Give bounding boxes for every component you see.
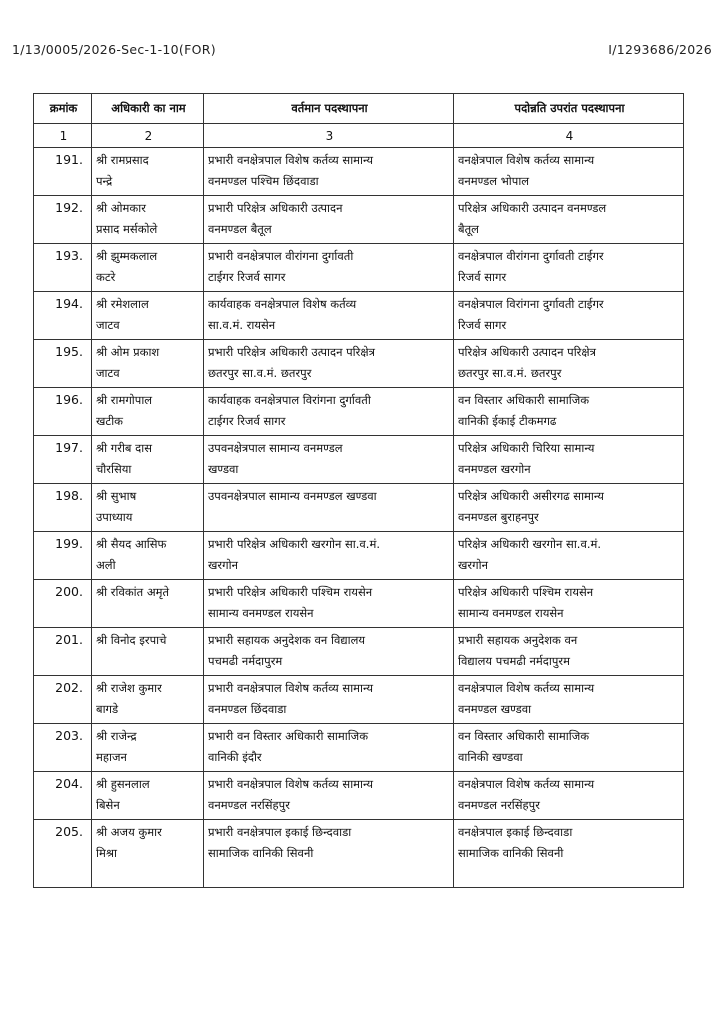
serial-number: 202.	[34, 676, 92, 724]
promoted-posting-cell	[454, 580, 684, 628]
current-posting-line: प्रभारी परिक्षेत्र अधिकारी पश्चिम रायसेन	[208, 585, 373, 599]
promoted-posting-cell	[454, 388, 684, 436]
current-posting-line: वानिकी इंदौर	[208, 750, 262, 764]
current-posting-line: वनमण्डल पश्चिम छिंदवाडा	[208, 174, 319, 188]
current-posting-line: वनमण्डल बैतूल	[208, 222, 272, 236]
serial-number: 191.	[34, 148, 92, 196]
receipt-number: I/1293686/2026	[608, 42, 712, 57]
current-posting-cell	[204, 676, 454, 724]
promoted-posting-line: सामान्य वनमण्डल रायसेन	[458, 606, 564, 620]
serial-number: 194.	[34, 292, 92, 340]
current-posting-line: प्रभारी वन विस्तार अधिकारी सामाजिक	[208, 729, 369, 743]
current-posting-cell	[204, 340, 454, 388]
serial-number: 201.	[34, 628, 92, 676]
officer-name-line: बागडे	[96, 702, 119, 716]
promoted-posting-line: परिक्षेत्र अधिकारी चिरिया सामान्य	[458, 441, 595, 455]
transfer-table	[33, 93, 684, 888]
promoted-posting-line: विद्यालय पचमढी नर्मदापुरम	[458, 654, 570, 668]
current-posting-line: वनमण्डल छिंदवाडा	[208, 702, 287, 716]
serial-number: 197.	[34, 436, 92, 484]
promoted-posting-cell	[454, 724, 684, 772]
officer-name-cell	[92, 340, 204, 388]
officer-name-cell	[92, 676, 204, 724]
table-row	[34, 580, 684, 628]
serial-number: 195.	[34, 340, 92, 388]
current-posting-cell	[204, 148, 454, 196]
table-row	[34, 388, 684, 436]
officer-name-cell	[92, 436, 204, 484]
current-posting-line: प्रभारी वनक्षेत्रपाल विशेष कर्तव्य सामान्य	[208, 681, 374, 695]
col-header-officer-name: अधिकारी का नाम	[92, 94, 204, 124]
promoted-posting-line: सामाजिक वानिकी सिवनी	[458, 846, 564, 860]
serial-number: 196.	[34, 388, 92, 436]
table-body	[34, 148, 684, 888]
officer-name-cell	[92, 484, 204, 532]
current-posting-cell	[204, 244, 454, 292]
promoted-posting-cell	[454, 820, 684, 888]
current-posting-line: प्रभारी परिक्षेत्र अधिकारी खरगोन सा.व.मं.	[208, 537, 380, 551]
promoted-posting-line: परिक्षेत्र अधिकारी पश्चिम रायसेन	[458, 585, 594, 599]
promoted-posting-line: परिक्षेत्र अधिकारी उत्पादन वनमण्डल	[458, 201, 607, 215]
officer-name-line: श्री विनोद इरपाचे	[96, 633, 167, 647]
current-posting-cell	[204, 532, 454, 580]
officer-name-line: श्री सुभाष	[96, 489, 137, 503]
officer-name-line: प्रसाद मर्सकोले	[96, 222, 158, 236]
promoted-posting-cell	[454, 340, 684, 388]
current-posting-line: खरगोन	[208, 558, 238, 572]
officer-name-line: कटरे	[96, 270, 116, 284]
promoted-posting-line: वनमण्डल बुराहनपुर	[458, 510, 539, 524]
current-posting-line: प्रभारी वनक्षेत्रपाल विशेष कर्तव्य सामान्य	[208, 777, 374, 791]
current-posting-line: सामान्य वनमण्डल रायसेन	[208, 606, 314, 620]
officer-name-cell	[92, 196, 204, 244]
table-row	[34, 196, 684, 244]
col-header-current-posting: वर्तमान पदस्थापना	[204, 94, 454, 124]
promoted-posting-line: परिक्षेत्र अधिकारी उत्पादन परिक्षेत्र	[458, 345, 596, 359]
current-posting-cell	[204, 820, 454, 888]
officer-name-line: जाटव	[96, 366, 120, 380]
officer-name-cell	[92, 724, 204, 772]
table-row	[34, 628, 684, 676]
current-posting-line: उपवनक्षेत्रपाल सामान्य वनमण्डल	[208, 441, 343, 455]
current-posting-line: पचमढी नर्मदापुरम	[208, 654, 283, 668]
officer-name-line: उपाध्याय	[96, 510, 133, 524]
promoted-posting-cell	[454, 676, 684, 724]
officer-name-line: श्री राजेश कुमार	[96, 681, 162, 695]
table-row	[34, 436, 684, 484]
officer-name-cell	[92, 292, 204, 340]
promoted-posting-cell	[454, 196, 684, 244]
current-posting-line: कार्यवाहक वनक्षेत्रपाल विशेष कर्तव्य	[208, 297, 357, 311]
current-posting-cell	[204, 436, 454, 484]
current-posting-line: टाईगर रिजर्व सागर	[208, 414, 286, 428]
promoted-posting-line: वनक्षेत्रपाल वीरांगना दुर्गावती टाईगर	[458, 249, 604, 263]
promoted-posting-line: वन विस्तार अधिकारी सामाजिक	[458, 729, 590, 743]
officer-name-line: श्री सैयद आसिफ	[96, 537, 167, 551]
table-row	[34, 244, 684, 292]
table-row	[34, 820, 684, 888]
promoted-posting-line: रिजर्व सागर	[458, 270, 507, 284]
current-posting-cell	[204, 196, 454, 244]
officer-name-line: अली	[96, 558, 116, 572]
promoted-posting-line: वनमण्डल खण्डवा	[458, 702, 532, 716]
current-posting-line: प्रभारी परिक्षेत्र अधिकारी उत्पादन	[208, 201, 343, 215]
promoted-posting-line: वनमण्डल खरगोन	[458, 462, 531, 476]
officer-name-cell	[92, 820, 204, 888]
officer-name-cell	[92, 244, 204, 292]
officer-name-line: श्री रमेशलाल	[96, 297, 149, 311]
promoted-posting-line: वन विस्तार अधिकारी सामाजिक	[458, 393, 590, 407]
serial-number: 204.	[34, 772, 92, 820]
current-posting-cell	[204, 772, 454, 820]
promoted-posting-cell	[454, 436, 684, 484]
promoted-posting-line: वनक्षेत्रपाल विशेष कर्तव्य सामान्य	[458, 153, 595, 167]
current-posting-cell	[204, 292, 454, 340]
officer-name-line: श्री अजय कुमार	[96, 825, 162, 839]
promoted-posting-line: वनमण्डल नरसिंहपुर	[458, 798, 540, 812]
table-row	[34, 724, 684, 772]
promoted-posting-cell	[454, 532, 684, 580]
promoted-posting-line: वनक्षेत्रपाल इकाई छिन्दवाडा	[458, 825, 573, 839]
promoted-posting-cell	[454, 628, 684, 676]
officer-name-line: महाजन	[96, 750, 127, 764]
table-row	[34, 532, 684, 580]
officer-name-line: श्री ओमकार	[96, 201, 146, 215]
current-posting-line: प्रभारी वनक्षेत्रपाल इकाई छिन्दवाडा	[208, 825, 352, 839]
officer-name-cell	[92, 580, 204, 628]
current-posting-line: प्रभारी वनक्षेत्रपाल वीरांगना दुर्गावती	[208, 249, 354, 263]
column-number-row	[34, 124, 684, 148]
serial-number: 205.	[34, 820, 92, 888]
current-posting-line: टाईगर रिजर्व सागर	[208, 270, 286, 284]
current-posting-line: सा.व.मं. रायसेन	[208, 318, 276, 332]
table-row	[34, 772, 684, 820]
file-reference: 1/13/0005/2026-Sec-1-10(FOR)	[12, 42, 216, 57]
promoted-posting-cell	[454, 148, 684, 196]
current-posting-line: कार्यवाहक वनक्षेत्रपाल विरांगना दुर्गावती	[208, 393, 371, 407]
officer-name-line: श्री ओम प्रकाश	[96, 345, 160, 359]
current-posting-line: छतरपुर सा.व.मं. छतरपुर	[208, 366, 312, 380]
promoted-posting-line: खरगोन	[458, 558, 488, 572]
promoted-posting-cell	[454, 292, 684, 340]
promoted-posting-line: बैतूल	[458, 222, 479, 236]
promoted-posting-line: वानिकी खण्डवा	[458, 750, 523, 764]
officer-name-line: श्री हुसनलाल	[96, 777, 150, 791]
current-posting-line: प्रभारी परिक्षेत्र अधिकारी उत्पादन परिक्षेत्र	[208, 345, 375, 359]
current-posting-line: खण्डवा	[208, 462, 239, 476]
promoted-posting-line: वानिकी ईकाई टीकमगढ	[458, 414, 557, 428]
promoted-posting-line: प्रभारी सहायक अनुदेशक वन	[458, 633, 578, 647]
table-row	[34, 148, 684, 196]
serial-number: 199.	[34, 532, 92, 580]
promoted-posting-line: परिक्षेत्र अधिकारी खरगोन सा.व.मं.	[458, 537, 602, 551]
col-number: 1	[34, 124, 92, 148]
promoted-posting-line: वनमण्डल भोपाल	[458, 174, 530, 188]
serial-number: 193.	[34, 244, 92, 292]
serial-number: 198.	[34, 484, 92, 532]
current-posting-cell	[204, 628, 454, 676]
promoted-posting-line: छतरपुर सा.व.मं. छतरपुर	[458, 366, 562, 380]
promoted-posting-line: रिजर्व सागर	[458, 318, 507, 332]
current-posting-line: प्रभारी वनक्षेत्रपाल विशेष कर्तव्य सामान्य	[208, 153, 374, 167]
current-posting-line: उपवनक्षेत्रपाल सामान्य वनमण्डल खण्डवा	[208, 489, 377, 503]
officer-name-line: खटीक	[96, 414, 124, 428]
serial-number: 203.	[34, 724, 92, 772]
current-posting-cell	[204, 724, 454, 772]
current-posting-cell	[204, 484, 454, 532]
promoted-posting-cell	[454, 484, 684, 532]
promoted-posting-line: परिक्षेत्र अधिकारी असीरगढ सामान्य	[458, 489, 604, 503]
officer-name-line: श्री रामगोपाल	[96, 393, 153, 407]
table-row	[34, 292, 684, 340]
document-header	[12, 42, 712, 57]
officer-name-cell	[92, 532, 204, 580]
promoted-posting-line: वनक्षेत्रपाल विशेष कर्तव्य सामान्य	[458, 777, 595, 791]
serial-number: 192.	[34, 196, 92, 244]
table-row	[34, 676, 684, 724]
table-row	[34, 340, 684, 388]
col-number: 2	[92, 124, 204, 148]
table-header-row	[34, 94, 684, 124]
col-number: 4	[454, 124, 684, 148]
officer-name-line: श्री रविकांत अमृते	[96, 585, 170, 599]
officer-name-line: बिसेन	[96, 798, 120, 812]
officer-name-line: श्री गरीब दास	[96, 441, 153, 455]
promoted-posting-cell	[454, 244, 684, 292]
officer-name-line: पन्द्रे	[96, 174, 113, 188]
officer-name-line: चौरसिया	[96, 462, 132, 476]
col-number: 3	[204, 124, 454, 148]
officer-name-line: श्री रामप्रसाद	[96, 153, 149, 167]
officer-name-cell	[92, 628, 204, 676]
current-posting-cell	[204, 580, 454, 628]
current-posting-cell	[204, 388, 454, 436]
promoted-posting-line: वनक्षेत्रपाल विरांगना दुर्गावती टाईगर	[458, 297, 604, 311]
col-header-promoted-posting: पदोन्नति उपरांत पदस्थापना	[454, 94, 684, 124]
current-posting-line: सामाजिक वानिकी सिवनी	[208, 846, 314, 860]
officer-name-cell	[92, 148, 204, 196]
serial-number: 200.	[34, 580, 92, 628]
officer-name-line: श्री झुम्मकलाल	[96, 249, 158, 263]
officer-name-line: श्री राजेन्द्र	[96, 729, 137, 743]
current-posting-line: वनमण्डल नरसिंहपुर	[208, 798, 290, 812]
officer-name-cell	[92, 388, 204, 436]
officer-name-line: जाटव	[96, 318, 120, 332]
officer-name-cell	[92, 772, 204, 820]
col-header-serial: क्रमांक	[34, 94, 92, 124]
officer-name-line: मिश्रा	[96, 846, 117, 860]
current-posting-line: प्रभारी सहायक अनुदेशक वन विद्यालय	[208, 633, 366, 647]
table-row	[34, 484, 684, 532]
promoted-posting-line: वनक्षेत्रपाल विशेष कर्तव्य सामान्य	[458, 681, 595, 695]
promoted-posting-cell	[454, 772, 684, 820]
